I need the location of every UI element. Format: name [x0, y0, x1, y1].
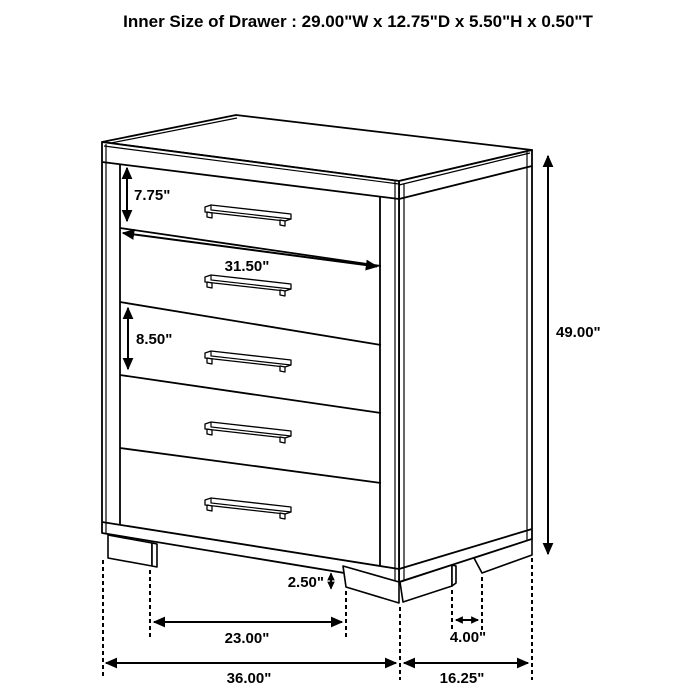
dimension-label: 8.50" — [136, 331, 173, 348]
dimension-label: 16.25" — [439, 670, 485, 687]
dim-side-leg-spacing — [450, 620, 486, 646]
dim-overall-depth — [404, 663, 528, 687]
dimension-label: 7.75" — [134, 187, 171, 204]
front-left-foot-cap — [152, 543, 157, 567]
diagram-title: Inner Size of Drawer : 29.00"W x 12.75"D x 5.50"H x 0.50"T — [123, 12, 593, 31]
side-front-foot-cap — [452, 565, 456, 586]
dim-front-leg-spacing — [154, 622, 342, 647]
dimension-label: 2.50" — [287, 574, 324, 591]
chest-side-face — [399, 150, 532, 582]
dimension-label: 4.00" — [449, 629, 487, 646]
dim-overall-width — [106, 663, 396, 687]
dim-leg-height — [288, 574, 331, 592]
dimension-label: 49.00" — [556, 324, 601, 341]
dimension-label: 31.50" — [224, 258, 270, 275]
dimension-label: 36.00" — [226, 670, 272, 687]
dim-overall-height — [548, 156, 601, 554]
dimension-label: 23.00" — [224, 630, 270, 647]
